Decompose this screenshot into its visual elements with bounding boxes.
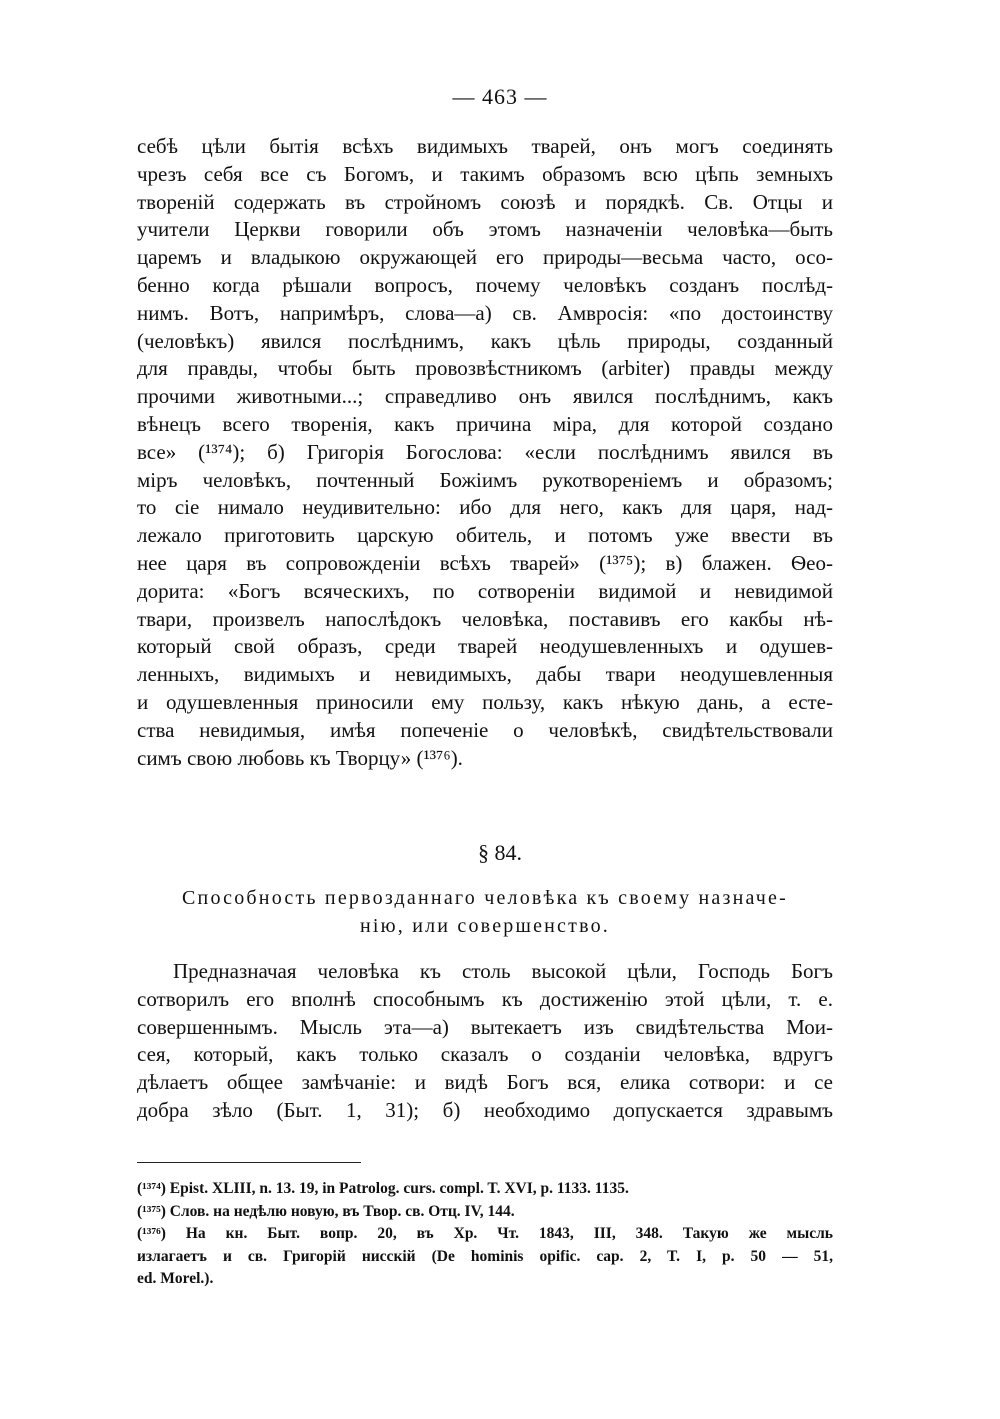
text-line: совершеннымъ. Мысль эта—а) вытекаетъ изъ свидѣтельства Мои- bbox=[137, 1014, 833, 1039]
page-number: — 463 — bbox=[452, 84, 548, 109]
paragraph-body-1 bbox=[137, 133, 833, 772]
footnote: (¹³⁷⁵) Слов. на недѣлю новую, въ Твор. св. Отц. IV, 144. bbox=[137, 1202, 515, 1220]
text-line: то сіе нимало неудивительно: ибо для него, какъ для царя, над- bbox=[137, 495, 833, 520]
text-line: себѣ цѣли бытія всѣхъ видимыхъ тварей, онъ могъ соединять bbox=[137, 134, 833, 158]
footnotes bbox=[137, 1178, 833, 1291]
text-line: и одушевленныя приносили ему пользу, какъ нѣкую дань, а есте- bbox=[137, 689, 833, 714]
text-line: чрезъ себя все съ Богомъ, и такимъ образомъ всю цѣпь земныхъ bbox=[137, 161, 833, 186]
section-number: § 84. bbox=[478, 840, 522, 865]
footnote: ed. Morel.). bbox=[137, 1270, 214, 1287]
text-line: учители Церкви говорили объ этомъ назначеніи человѣка—быть bbox=[137, 217, 833, 242]
text-line: ленныхъ, видимыхъ и невидимыхъ, дабы твари неодушевленныя bbox=[137, 662, 833, 687]
paragraph-body-2 bbox=[137, 958, 833, 1125]
footnote: (¹³⁷⁶) На кн. Быт. вопр. 20, въ Хр. Чт. 1843, III, 348. Такую же мысль bbox=[137, 1225, 833, 1242]
text-line: добра зѣло (Быт. 1, 31); б) необходимо допускается здравымъ bbox=[137, 1097, 833, 1122]
text-line: твореній содержать въ стройномъ союзѣ и порядкѣ. Св. Отцы и bbox=[137, 189, 833, 214]
footnote: (¹³⁷⁴) Epist. XLIII, n. 13. 19, in Patrolog. curs. compl. T. XVI, p. 1133. 1135. bbox=[137, 1180, 629, 1197]
text-line: міръ человѣкъ, почтенный Божіимъ рукотвореніемъ и образомъ; bbox=[137, 467, 833, 492]
text-line: сотворилъ его вполнѣ способнымъ къ достиженію этой цѣли, т. е. bbox=[137, 986, 833, 1011]
text-line: дѣлаетъ общее замѣчаніе: и видѣ Богъ вся, елика сотвори: и се bbox=[137, 1070, 833, 1095]
footnote-divider bbox=[137, 1162, 361, 1163]
text-line: прочими животными...; справедливо онъ явился послѣднимъ, какъ bbox=[137, 384, 833, 409]
text-line: нимъ. Вотъ, напримѣръ, слова—а) св. Амвросія: «по достоинству bbox=[137, 300, 833, 325]
text-line: для правды, чтобы быть провозвѣстникомъ (arbiter) правды между bbox=[137, 356, 833, 381]
text-line: царемъ и владыкою окружающей его природы—весьма часто, осо- bbox=[137, 245, 833, 270]
text-line: лежало приготовить царскую обитель, и потомъ уже ввести въ bbox=[137, 523, 833, 548]
text-line: симъ свою любовь къ Творцу» (¹³⁷⁶). bbox=[137, 745, 463, 770]
footnote: излагаетъ и св. Григорій нисскій (De hominis opific. cap. 2, T. I, p. 50 — 51, bbox=[137, 1247, 833, 1265]
text-line: дорита: «Богъ всяческихъ, по сотвореніи видимой и невидимой bbox=[137, 578, 833, 603]
text-line: вѣнецъ всего творенія, какъ причина міра, для которой создано bbox=[137, 411, 833, 436]
heading-line: Способность первозданнаго человѣка къ своему назначе- bbox=[182, 887, 788, 909]
text-line: который свой образъ, среди тварей неодушевленныхъ и одушев- bbox=[137, 634, 833, 659]
text-line: нее царя въ сопровожденіи всѣхъ тварей» (¹³⁷⁵); в) блажен. Ѳео- bbox=[137, 550, 833, 575]
text-line: Предназначая человѣка къ столь высокой цѣли, Господь Богъ bbox=[173, 959, 833, 983]
text-line: все» (¹³⁷⁴); б) Григорія Богослова: «если послѣднимъ явился въ bbox=[137, 439, 833, 464]
text-line: сея, который, какъ только сказалъ о созданіи человѣка, вдругъ bbox=[137, 1042, 833, 1067]
section-heading bbox=[137, 884, 833, 940]
text-line: бенно когда рѣшали вопросъ, почему человѣкъ созданъ послѣд- bbox=[137, 272, 833, 297]
text-line: ства невидимыя, имѣя попеченіе о человѣкѣ, свидѣтельствовали bbox=[137, 717, 833, 742]
text-line: (человѣкъ) явился послѣднимъ, какъ цѣль природы, созданный bbox=[137, 328, 833, 353]
text-line: твари, произвелъ напослѣдокъ человѣка, поставивъ его какбы нѣ- bbox=[137, 606, 833, 631]
heading-line: нію, или совершенство. bbox=[360, 915, 610, 937]
